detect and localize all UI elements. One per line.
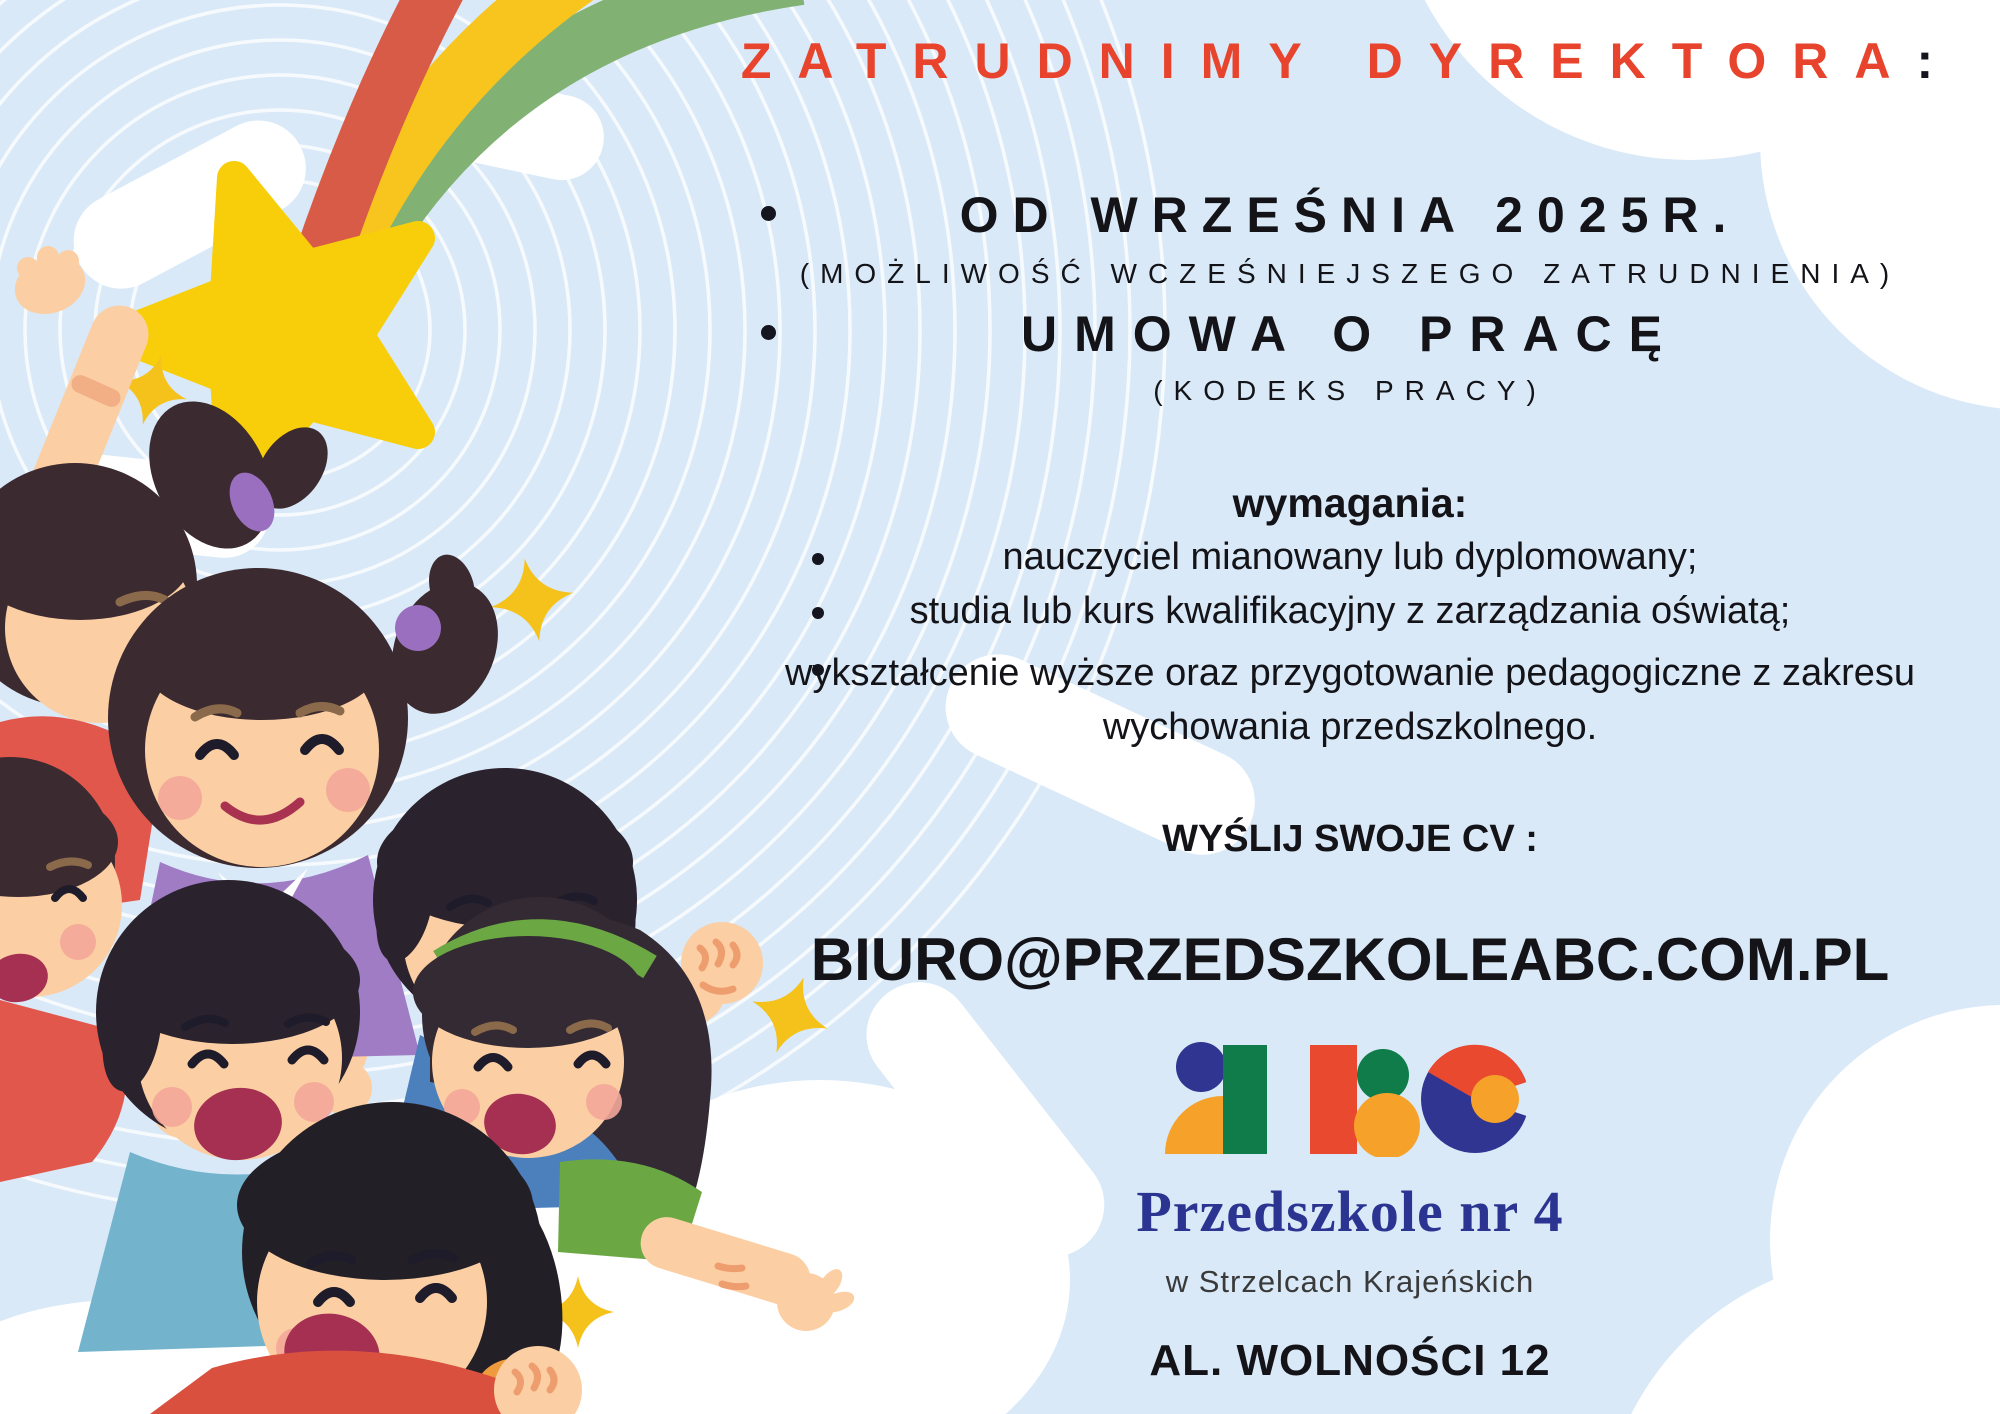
offer-item-2: UMOWA O PRACĘ [1020, 306, 1680, 362]
requirement-item: nauczyciel mianowany lub dyplomowany; [1002, 536, 1698, 578]
abc-logo [1155, 1042, 1545, 1157]
requirement-item: studia lub kurs kwalifikacyjny z zarządzania oświatą; [909, 590, 1791, 632]
logo-letter-b [1310, 1045, 1420, 1157]
org-address: AL. WOLNOŚCI 12 [1149, 1336, 1551, 1385]
requirements-heading: wymagania: [1232, 480, 1468, 526]
poster-title-text: ZATRUDNIMY DYREKTORA [740, 33, 1917, 89]
offer-item-2-note: (KODEKS PRACY) [1153, 375, 1547, 406]
org-name: Przedszkole nr 4 [1136, 1179, 1564, 1244]
requirement-item [700, 646, 2000, 754]
logo-letter-c [1421, 1045, 1542, 1153]
requirement-item-text: wykształcenie wyższe oraz przygotowanie pedagogiczne z zakresu wychowania przedszkolnego. [785, 652, 1915, 748]
poster-title [700, 32, 2000, 90]
org-location: w Strzelcach Krajeńskich [1165, 1264, 1535, 1299]
poster-title-colon: : [1916, 33, 1960, 89]
logo-letter-a [1165, 1042, 1267, 1154]
email-text: BIURO@PRZEDSZKOLEABC.COM.PL [810, 926, 1890, 993]
cv-heading: WYŚLIJ SWOJE CV : [1162, 818, 1538, 860]
offer-item-1-note: (MOŻLIWOŚĆ WCZEŚNIEJSZEGO ZATRUDNIENIA) [799, 258, 1901, 289]
offer-item-1: OD WRZEŚNIA 2025R. [959, 187, 1741, 243]
